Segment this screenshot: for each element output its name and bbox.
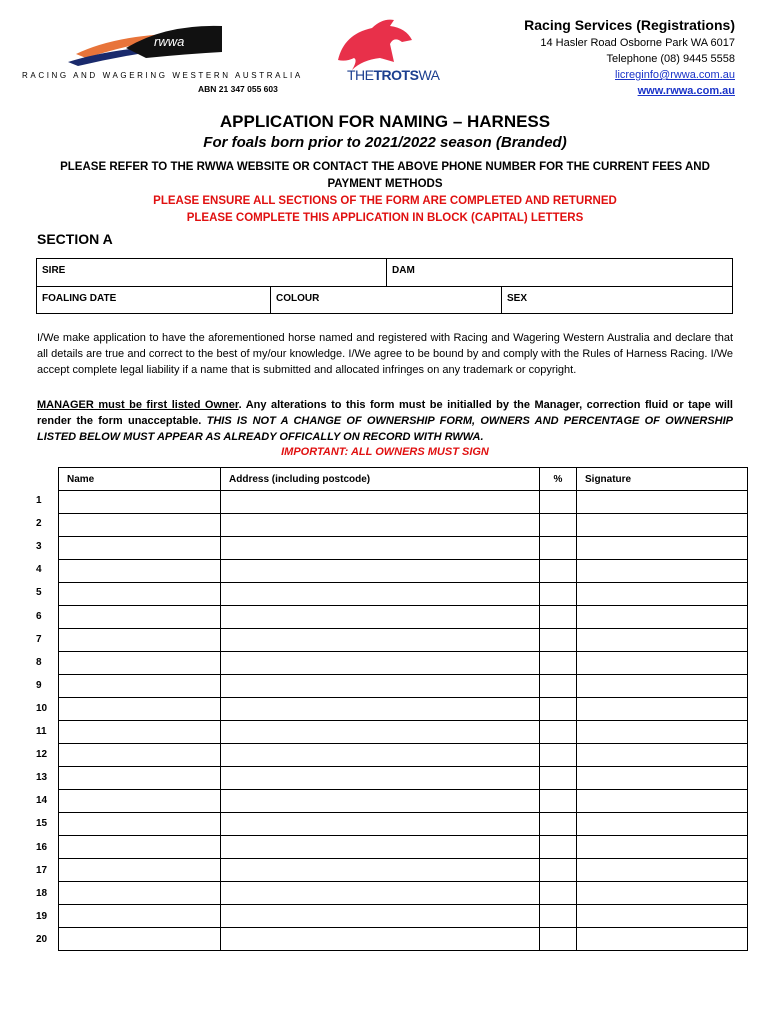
owner-row-number: 18 <box>36 887 48 899</box>
owner-signature-cell[interactable] <box>577 744 748 767</box>
not-change-of-ownership-note: THIS IS NOT A CHANGE OF OWNERSHIP FORM, OWNERS AND PERCENTAGE OF OWNERSHIP LISTED BELOW MUST APPEAR AS ALREADY OFFICALLY ON RECORD WITH RWWA. <box>37 415 734 443</box>
owner-signature-cell[interactable] <box>577 859 748 882</box>
owner-percent-cell[interactable] <box>540 583 577 606</box>
page-subtitle: For foals born prior to 2021/2022 season (Branded) <box>203 134 567 151</box>
owner-signature-cell[interactable] <box>577 721 748 744</box>
rwwa-logo-text: rwwa <box>154 34 185 49</box>
owner-percent-cell[interactable] <box>540 537 577 560</box>
table-row <box>59 652 748 675</box>
table-row <box>59 928 748 951</box>
rwwa-logo <box>66 22 226 66</box>
owners-table <box>58 467 748 951</box>
owner-signature-cell[interactable] <box>577 491 748 514</box>
owner-name-cell[interactable] <box>59 813 221 836</box>
table-row <box>59 813 748 836</box>
owner-signature-cell[interactable] <box>577 514 748 537</box>
owner-name-cell[interactable] <box>59 859 221 882</box>
owner-address-cell[interactable] <box>221 560 540 583</box>
abn-number: ABN 21 347 055 603 <box>198 84 278 94</box>
owner-signature-cell[interactable] <box>577 905 748 928</box>
owner-percent-cell[interactable] <box>540 859 577 882</box>
table-row <box>59 560 748 583</box>
owner-name-cell[interactable] <box>59 744 221 767</box>
trots-wa-logo-text <box>347 67 440 83</box>
table-row <box>59 583 748 606</box>
owner-name-cell[interactable] <box>59 629 221 652</box>
table-row <box>59 606 748 629</box>
owner-row-number: 17 <box>36 864 48 876</box>
owner-row-number: 7 <box>36 633 42 645</box>
manager-first-owner-note: MANAGER must be first listed Owner <box>37 399 239 411</box>
table-row <box>59 905 748 928</box>
owner-address-cell[interactable] <box>221 859 540 882</box>
owner-signature-cell[interactable] <box>577 583 748 606</box>
owner-signature-cell[interactable] <box>577 629 748 652</box>
owner-percent-cell[interactable] <box>540 514 577 537</box>
colour-field[interactable] <box>271 287 501 314</box>
table-row <box>59 882 748 905</box>
owner-name-cell[interactable] <box>59 537 221 560</box>
owner-address-cell[interactable] <box>221 767 540 790</box>
contact-email-link[interactable]: licreginfo@rwwa.com.au <box>615 69 735 81</box>
owner-address-cell[interactable] <box>221 882 540 905</box>
table-row <box>59 790 748 813</box>
contact-block <box>524 16 735 99</box>
all-owners-sign-notice: IMPORTANT: ALL OWNERS MUST SIGN <box>281 446 489 458</box>
owner-percent-cell[interactable] <box>540 928 577 951</box>
alterations-note: . Any alterations to this form must be initialled by the Manager, correction fluid or tape will render the form unacceptable. <box>37 399 733 427</box>
owner-name-cell[interactable] <box>59 928 221 951</box>
owner-percent-cell[interactable] <box>540 882 577 905</box>
owner-address-cell[interactable] <box>221 744 540 767</box>
table-row <box>59 767 748 790</box>
owner-row-number: 16 <box>36 841 48 853</box>
owner-row-number: 19 <box>36 910 48 922</box>
owner-name-cell[interactable] <box>59 698 221 721</box>
owner-address-cell[interactable] <box>221 583 540 606</box>
owner-signature-cell[interactable] <box>577 698 748 721</box>
owner-name-cell[interactable] <box>59 675 221 698</box>
table-row <box>59 537 748 560</box>
owner-name-cell[interactable] <box>59 560 221 583</box>
dam-label: DAM <box>392 265 415 276</box>
owner-signature-cell[interactable] <box>577 675 748 698</box>
table-row <box>59 744 748 767</box>
table-row <box>59 698 748 721</box>
owner-row-number: 14 <box>36 795 48 807</box>
owner-address-cell[interactable] <box>221 928 540 951</box>
owner-address-cell[interactable] <box>221 836 540 859</box>
owner-row-number: 15 <box>36 818 48 830</box>
owner-signature-cell[interactable] <box>577 882 748 905</box>
owner-percent-cell[interactable] <box>540 836 577 859</box>
sire-field[interactable] <box>37 259 386 286</box>
owner-name-cell[interactable] <box>59 905 221 928</box>
colour-label: COLOUR <box>276 293 320 304</box>
rwwa-tagline: RACING AND WAGERING WESTERN AUSTRALIA <box>22 71 303 80</box>
trots-logo-bold: TROTS <box>373 67 419 83</box>
declaration-text: I/We make application to have the aforementioned horse named and registered with Racing and Wagering Western Australia and declare that all details are true and correct to the best of my/our knowledge. I/We agree to be bound by and comply with the Rules of Harness Racing. I/We accept complete legal liability if a name that is submitted and allocated infringes on any trademark or copyright. <box>37 332 733 376</box>
page-title: APPLICATION FOR NAMING – HARNESS <box>219 112 551 131</box>
owner-percent-cell[interactable] <box>540 652 577 675</box>
owner-row-number: 20 <box>36 933 48 945</box>
owner-name-cell[interactable] <box>59 721 221 744</box>
address-column-header: Address (including postcode) <box>221 468 540 491</box>
table-row <box>59 836 748 859</box>
owner-percent-cell[interactable] <box>540 606 577 629</box>
owner-signature-cell[interactable] <box>577 767 748 790</box>
owner-row-number: 1 <box>36 495 42 506</box>
table-row <box>59 859 748 882</box>
owner-address-cell[interactable] <box>221 790 540 813</box>
owner-signature-cell[interactable] <box>577 836 748 859</box>
owners-table-header <box>59 468 748 491</box>
name-column-header: Name <box>59 468 221 491</box>
owner-address-cell[interactable] <box>221 721 540 744</box>
sex-label: SEX <box>507 293 528 304</box>
owner-percent-cell[interactable] <box>540 767 577 790</box>
trots-logo-suffix: WA <box>418 67 440 83</box>
owner-row-number: 10 <box>36 702 48 714</box>
owner-percent-cell[interactable] <box>540 790 577 813</box>
dam-field[interactable] <box>387 259 733 286</box>
owner-percent-cell[interactable] <box>540 560 577 583</box>
owner-name-cell[interactable] <box>59 514 221 537</box>
owner-address-cell[interactable] <box>221 514 540 537</box>
owner-name-cell[interactable] <box>59 882 221 905</box>
owner-signature-cell[interactable] <box>577 928 748 951</box>
owner-address-cell[interactable] <box>221 905 540 928</box>
owner-name-cell[interactable] <box>59 583 221 606</box>
owner-percent-cell[interactable] <box>540 675 577 698</box>
owner-row-number: 6 <box>36 610 42 622</box>
owner-name-cell[interactable] <box>59 606 221 629</box>
owner-row-number: 13 <box>36 772 48 784</box>
sire-label: SIRE <box>42 265 66 276</box>
owner-row-number: 12 <box>36 749 48 761</box>
fees-notice: PLEASE REFER TO THE RWWA WEBSITE OR CONTACT THE ABOVE PHONE NUMBER FOR THE CURRENT FEES AND PAYMENT METHODS <box>60 161 710 190</box>
contact-title: Racing Services (Registrations) <box>524 17 735 33</box>
owner-signature-cell[interactable] <box>577 537 748 560</box>
owner-address-cell[interactable] <box>221 698 540 721</box>
owner-name-cell[interactable] <box>59 491 221 514</box>
owner-row-number: 4 <box>36 564 42 576</box>
table-row <box>59 491 748 514</box>
owner-percent-cell[interactable] <box>540 698 577 721</box>
foaling-date-label: FOALING DATE <box>42 293 117 304</box>
owner-signature-cell[interactable] <box>577 790 748 813</box>
owner-percent-cell[interactable] <box>540 905 577 928</box>
owner-address-cell[interactable] <box>221 675 540 698</box>
percent-column-header: % <box>540 468 577 491</box>
foaling-date-field[interactable] <box>37 287 270 314</box>
owner-row-number: 8 <box>36 656 42 668</box>
owner-signature-cell[interactable] <box>577 606 748 629</box>
owner-signature-cell[interactable] <box>577 560 748 583</box>
owner-address-cell[interactable] <box>221 629 540 652</box>
owner-row-number: 9 <box>36 679 42 691</box>
owner-row-number: 2 <box>36 518 42 530</box>
table-row <box>59 721 748 744</box>
section-a-table <box>36 258 733 314</box>
sex-field[interactable] <box>502 287 733 314</box>
owner-signature-cell[interactable] <box>577 652 748 675</box>
owner-percent-cell[interactable] <box>540 744 577 767</box>
complete-sections-warning: PLEASE ENSURE ALL SECTIONS OF THE FORM ARE COMPLETED AND RETURNED <box>153 195 617 207</box>
manager-note <box>37 397 733 445</box>
owner-row-number: 3 <box>36 541 42 553</box>
owner-address-cell[interactable] <box>221 606 540 629</box>
trots-logo-prefix: THE <box>347 67 374 83</box>
owner-row-number: 5 <box>36 587 42 599</box>
owner-percent-cell[interactable] <box>540 491 577 514</box>
table-row <box>59 675 748 698</box>
website-link[interactable]: www.rwwa.com.au <box>637 85 735 97</box>
table-row <box>59 514 748 537</box>
owner-signature-cell[interactable] <box>577 813 748 836</box>
contact-address: 14 Hasler Road Osborne Park WA 6017 <box>540 37 735 49</box>
owner-name-cell[interactable] <box>59 652 221 675</box>
signature-column-header: Signature <box>577 468 748 491</box>
section-a-heading: SECTION A <box>37 231 113 247</box>
owner-percent-cell[interactable] <box>540 813 577 836</box>
owner-address-cell[interactable] <box>221 537 540 560</box>
owner-name-cell[interactable] <box>59 767 221 790</box>
owner-row-number: 11 <box>36 726 47 737</box>
owner-percent-cell[interactable] <box>540 721 577 744</box>
table-row <box>59 629 748 652</box>
block-letters-warning: PLEASE COMPLETE THIS APPLICATION IN BLOCK (CAPITAL) LETTERS <box>186 212 584 224</box>
owner-address-cell[interactable] <box>221 491 540 514</box>
owner-name-cell[interactable] <box>59 790 221 813</box>
owner-address-cell[interactable] <box>221 813 540 836</box>
contact-telephone: Telephone (08) 9445 5558 <box>606 53 735 65</box>
owner-address-cell[interactable] <box>221 652 540 675</box>
owner-name-cell[interactable] <box>59 836 221 859</box>
owner-percent-cell[interactable] <box>540 629 577 652</box>
